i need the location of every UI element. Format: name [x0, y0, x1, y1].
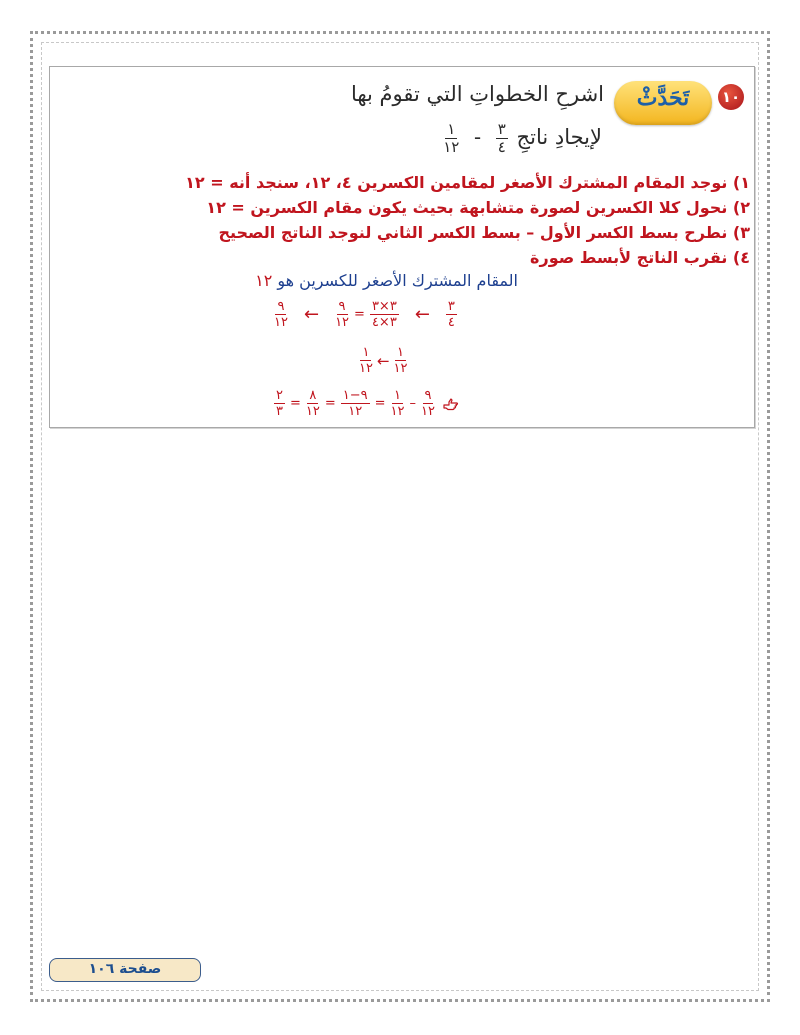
- subtraction-row: [272, 389, 459, 418]
- fraction-numerator: ٩: [424, 388, 432, 403]
- answer-step-4: ٤) نقرب الناتج لأبسط صورة: [530, 248, 750, 267]
- fraction-denominator: ٣: [276, 404, 283, 419]
- fraction-nine-twelfths: [421, 389, 435, 418]
- answer-step-3: ٣) نطرح بسط الكسر الأول – بسط الكسر الثاني لنوجد الناتج الصحيح: [218, 223, 750, 242]
- fraction-result: [359, 346, 373, 375]
- lcd-value: ١٢: [255, 271, 273, 290]
- fraction-numerator: ١: [397, 345, 405, 360]
- question-fraction-b: [443, 122, 459, 155]
- fraction-final: [274, 389, 285, 418]
- page-number-tab: صفحة ١٠٦: [49, 958, 201, 982]
- talk-badge-label: تَحَدَّثْ: [636, 85, 690, 111]
- fraction-one-twelfth: [391, 389, 405, 418]
- fraction-numerator: ١: [394, 388, 402, 403]
- fraction-numerator: ٣×٣: [371, 299, 397, 314]
- fraction-denominator: ١٢: [443, 138, 460, 156]
- answer-step-1: ١) نوجد المقام المشترك الأصغر لمقامين الكسرين ٤، ١٢، سنجد أنه = ١٢: [185, 173, 750, 192]
- question-line-2-text: لإيجادِ ناتجِ: [516, 125, 602, 149]
- question-number: ١٠: [718, 84, 744, 110]
- fraction-numerator: ١: [447, 120, 456, 138]
- fraction-numerator: ٢: [276, 388, 283, 403]
- fraction-numerator: ٩: [338, 299, 346, 314]
- fraction-denominator: ١٢: [421, 404, 435, 419]
- pointing-hand-icon: [443, 396, 459, 412]
- question-operator: -: [474, 125, 482, 149]
- fraction-denominator: ١٢: [305, 404, 320, 419]
- talk-badge: [614, 81, 712, 125]
- fraction-result: [274, 300, 288, 329]
- fraction-denominator: ١٢: [335, 315, 350, 330]
- fraction-difference: [341, 389, 370, 418]
- fraction-original: [446, 300, 457, 329]
- fraction-denominator: ١٢: [348, 404, 363, 419]
- equals-sign: =: [374, 396, 386, 411]
- lcd-line: [255, 271, 518, 290]
- left-arrow-icon: ←: [376, 351, 390, 370]
- question-line-1: اشرحِ الخطواتِ التي تقومُ بها: [350, 82, 604, 106]
- fraction-multiplication: [370, 300, 399, 329]
- fraction-converted: [335, 300, 349, 329]
- fraction-numerator: ٩−١: [342, 388, 368, 403]
- fraction-denominator: ١٢: [274, 315, 288, 330]
- left-arrow-icon: ←: [303, 304, 320, 325]
- fraction-numerator: ١: [362, 345, 370, 360]
- conversion-row-1: [272, 300, 459, 329]
- fraction-denominator: ١٢: [359, 361, 373, 376]
- equals-sign: =: [289, 396, 301, 411]
- question-fraction-a: [496, 122, 508, 155]
- fraction-numerator: ٣: [497, 120, 506, 138]
- fraction-numerator: ٩: [277, 299, 285, 314]
- fraction-original: [394, 346, 408, 375]
- fraction-eight-twelfths: [306, 389, 320, 418]
- equals-sign: =: [324, 396, 336, 411]
- fraction-denominator: ٣×٤: [371, 315, 397, 330]
- equals-sign: =: [354, 307, 365, 322]
- left-arrow-icon: ←: [414, 304, 430, 325]
- fraction-denominator: ٤: [447, 315, 455, 330]
- fraction-numerator: ٣: [447, 299, 455, 314]
- fraction-numerator: ٨: [309, 388, 317, 403]
- minus-sign: –: [409, 396, 417, 411]
- fraction-denominator: ٤: [497, 138, 506, 156]
- conversion-row-2: [357, 346, 410, 375]
- question-line-2: [441, 122, 602, 155]
- answer-step-2: ٢) نحول كلا الكسرين لصورة متشابهة بحيث يكون مقام الكسرين = ١٢: [206, 198, 750, 217]
- fraction-denominator: ١٢: [390, 404, 405, 419]
- lcd-label: المقام المشترك الأصغر للكسرين هو: [277, 271, 518, 290]
- fraction-denominator: ١٢: [393, 361, 408, 376]
